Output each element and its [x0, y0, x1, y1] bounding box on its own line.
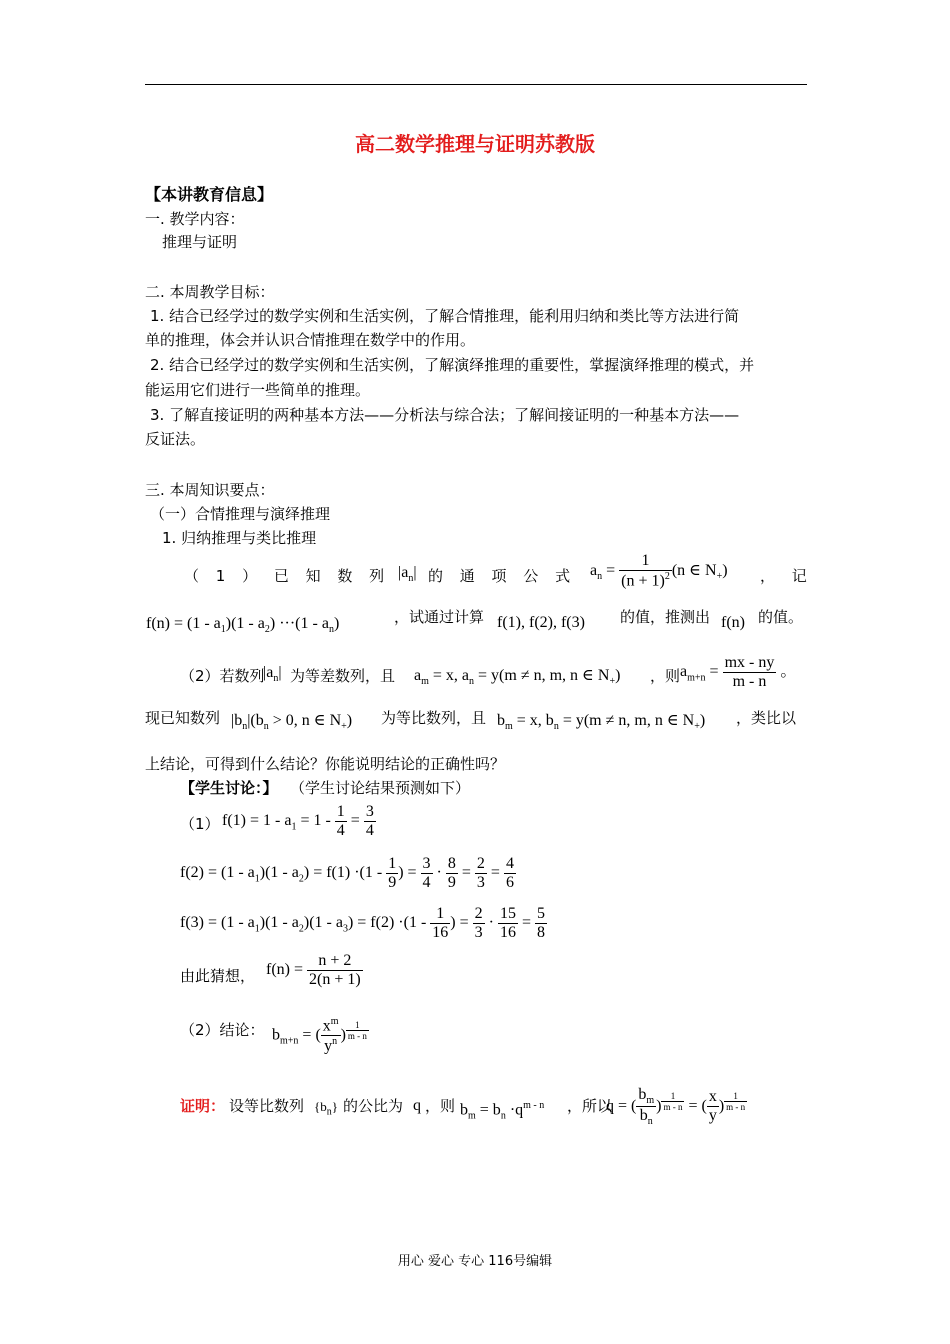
proof-relation: $b_m = b_n \cdot q^{m - n}$ — [460, 1100, 545, 1122]
proof-text-c: ，则 — [425, 1097, 456, 1115]
q2-line2c: ，类比以 — [736, 709, 797, 727]
q1-prefix: （ 1 ） 已 知 数 列 — [184, 567, 391, 585]
q2-geo-condition: $b_m = x$, $b_n = y(m \ne n$, m, n ∈ $N_+$) — [497, 712, 706, 733]
q2-line3: 上结论，可得到什么结论？你能说明结论的正确性吗？ — [145, 755, 506, 773]
q2-seq-bn: $|b_n|(b_n > 0$, n ∈ $N_+$) — [231, 712, 353, 733]
q2-mid: 为等差数列，且 — [290, 667, 396, 685]
objective-2-line-2: 能运用它们进行一些简单的推理。 — [145, 381, 371, 399]
q1-fn-def: $f(n) = (1 - a_1)(1 - a_2) \cdot\cdot\cdot(1 - a_n)$ — [146, 615, 340, 636]
objective-2-line-1: 2. 结合已经学过的数学实例和生活实例，了解演绎推理的重要性，掌握演绎推理的模式，并 — [150, 356, 755, 374]
q2-prefix: （2）若数列 — [180, 667, 265, 685]
q1-line2-b: 的值，推测出 — [620, 608, 711, 626]
proof-label: 证明： — [180, 1097, 226, 1115]
q1-line2-mid: ，试通过计算 — [394, 608, 485, 626]
q1-mid: 的 通 项 公 式 — [428, 567, 577, 585]
proof-text-a: 设等比数列 — [229, 1097, 305, 1115]
answer-2-formula: $b_{m+n}$ = ( $\frac{x^m}{y^n}$ ) $^{\frac{1}{m - n}}$ — [272, 1016, 367, 1055]
answer-1-label: （1） — [180, 815, 220, 833]
proof-text-b: 的公比为 — [343, 1097, 404, 1115]
q2-line2b: 为等比数列，且 — [381, 709, 487, 727]
q1-fn: f(n) — [721, 614, 745, 631]
answer-f2: $f(2) = (1 - a_1)(1 - a_2) = f(1) \cdot(1$ - $\frac{1}{9}$ ) = $\frac{3}{4}$ · $\frac{8}{9}$ = $\frac{2}{3}$ = $\frac{4}{6}$ — [180, 855, 514, 891]
guess-formula: f(n) = $\frac{n + 2}{2(n + 1)}$ — [266, 952, 361, 988]
answer-f1: $f(1) = 1 - a_1 = 1$ - $\frac{1}{4}$ = $\frac{3}{4}$ — [222, 803, 374, 839]
q2-result: $a_{m+n}$ = $\frac{mx - ny}{m - n}$ 。 — [680, 654, 797, 690]
proof-result: q = ( $\frac{b_m}{b_n}$ ) $^{\frac{1}{m - n}}$ = ( $\frac{x}{y}$ ) $^{\frac{1}{m - n}}$ — [606, 1086, 746, 1128]
objective-3-line-1: 3. 了解直接证明的两种基本方法——分析法与综合法；了解间接证明的一种基本方法—— — [150, 406, 740, 424]
section-3-label: 三. 本周知识要点： — [145, 481, 275, 499]
objective-1-line-1: 1. 结合已经学过的数学实例和生活实例，了解合情推理，能利用归纳和类比等方法进行简 — [150, 307, 740, 325]
discussion-label: 【学生讨论：】 — [180, 779, 278, 797]
q1-seq-an: $|a_n|$ — [398, 564, 417, 585]
section-1-label: 一. 教学内容： — [145, 210, 245, 228]
section-header: 【本讲教育信息】 — [145, 185, 274, 204]
objective-1-line-2: 单的推理，体会并认识合情推理在数学中的作用。 — [145, 331, 476, 349]
q1-compute-list: f(1), f(2), f(3) — [497, 614, 585, 631]
page-footer: 用心 爱心 专心 116号编辑 — [397, 1254, 553, 1269]
proof-text-d: ，所以 — [567, 1097, 613, 1115]
section-3-item: 1. 归纳推理与类比推理 — [162, 529, 317, 547]
q1-formula: $a_n$ = $\frac{1}{(n + 1)^2}$ (n ∈ $N_+$) — [590, 552, 728, 590]
section-1-body: 推理与证明 — [162, 233, 238, 251]
proof-ratio: q — [413, 1097, 421, 1114]
section-2-label: 二. 本周教学目标： — [145, 283, 275, 301]
section-3-subheading: （一）合情推理与演绎推理 — [150, 505, 331, 523]
answer-2-label: （2）结论： — [180, 1021, 265, 1039]
guess-label: 由此猜想， — [180, 967, 256, 985]
q2-then: ，则 — [650, 667, 681, 685]
q1-end: ， 记 — [760, 567, 813, 585]
header-rule — [145, 84, 807, 85]
answer-f3: $f(3) = (1 - a_1)(1 - a_2)(1 - a_3) = f(2) \cdot(1$ - $\frac{1}{16}$ ) = $\frac{2}{3}$ · $\frac{15}{16}$ = $\frac{5}{8}$ — [180, 905, 545, 941]
q2-seq-an: $|a_n|$ — [263, 664, 282, 685]
objective-3-line-2: 反证法。 — [145, 430, 206, 448]
page-title: 高二数学推理与证明苏教版 — [355, 132, 595, 156]
discussion-note: （学生讨论结果预测如下） — [290, 779, 471, 797]
proof-seq: $\{b_n\}$ — [314, 1099, 338, 1118]
q2-line2a: 现已知数列 — [145, 709, 221, 727]
q1-line2-end: 的值。 — [758, 608, 804, 626]
q2-condition: $a_m = x$, $a_n = y(m \ne n$, m, n ∈ $N_+$) — [414, 667, 621, 688]
